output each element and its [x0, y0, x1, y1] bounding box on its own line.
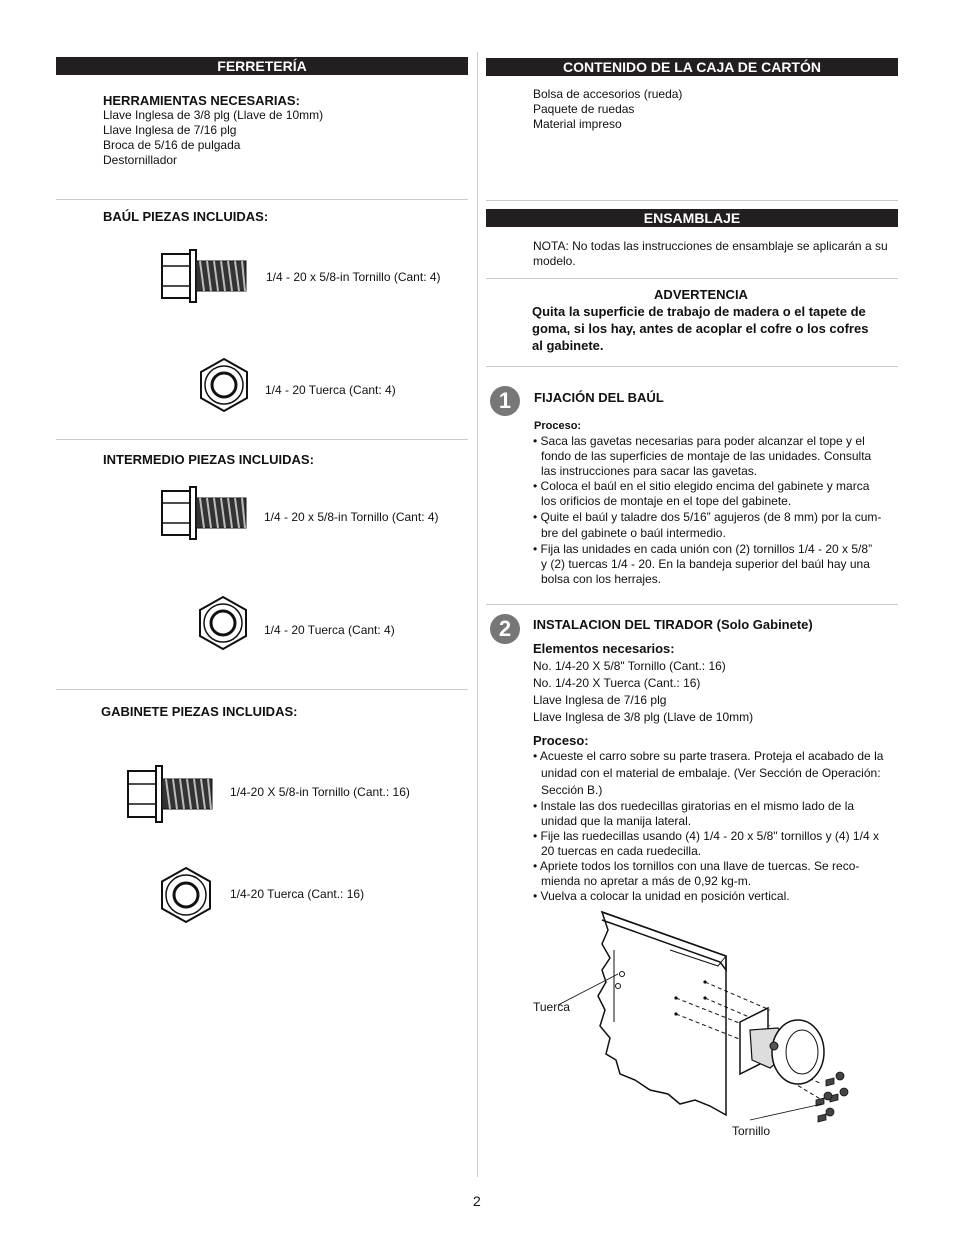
bolt-icon	[160, 485, 250, 541]
step-1-line: y (2) tuercas 1/4 - 20. En la bandeja superior del baúl hay una	[541, 557, 870, 571]
divider	[486, 604, 898, 605]
list-item: Llave Inglesa de 7/16 plg	[533, 693, 667, 707]
list-item: Destornillador	[103, 153, 178, 167]
list-item: Llave Inglesa de 3/8 plg (Llave de 10mm)	[533, 710, 754, 724]
ensamblaje-header: ENSAMBLAJE	[486, 209, 898, 227]
step-2-line: • Apriete todos los tornillos con una llave de tuercas. Se reco-	[533, 859, 860, 873]
step-2-line: • Acueste el carro sobre su parte trasera. Proteja el acabado de la	[533, 749, 884, 763]
list-item: Llave Inglesa de 7/16 plg	[103, 123, 237, 137]
step-2-elementos-label: Elementos necesarios:	[533, 641, 675, 656]
nut-icon	[197, 358, 251, 412]
contenido-header: CONTENIDO DE LA CAJA DE CARTÓN	[486, 58, 898, 76]
contenido-list	[533, 87, 682, 132]
divider	[56, 199, 468, 200]
step-1-title: FIJACIÓN DEL BAÚL	[534, 390, 664, 405]
advertencia-title: ADVERTENCIA	[654, 287, 748, 302]
bolt-icon	[126, 764, 216, 824]
step-2-line: • Vuelva a colocar la unidad en posición vertical.	[533, 889, 790, 903]
advertencia-line: Quita la superficie de trabajo de madera o el tapete de	[532, 304, 866, 319]
step-1-proceso-label: Proceso:	[534, 420, 582, 432]
step-2-line: • Fije las ruedecillas usando (4) 1/4 - 20 x 5/8" tornillos y (4) 1/4 x	[533, 829, 879, 843]
step-2-line: Sección B.)	[541, 783, 603, 797]
advertencia-text	[532, 303, 868, 354]
step-1-line: • Saca las gavetas necesarias para poder alcanzar el tope y el	[533, 434, 865, 448]
baul-nut-label: 1/4 - 20 Tuerca (Cant: 4)	[265, 383, 396, 397]
list-item: No. 1/4-20 X Tuerca (Cant.: 16)	[533, 676, 701, 690]
caster-diagram	[530, 910, 870, 1130]
advertencia-line: al gabinete.	[532, 338, 604, 353]
gabinete-title: GABINETE PIEZAS INCLUIDAS:	[101, 704, 298, 719]
gabinete-bolt-label: 1/4-20 X 5/8-in Tornillo (Cant.: 16)	[230, 785, 410, 799]
step-2-title: INSTALACION DEL TIRADOR (Solo Gabinete)	[533, 617, 813, 632]
divider	[486, 200, 898, 201]
step-2-proceso-label: Proceso:	[533, 733, 589, 748]
advertencia-line: goma, si los hay, antes de acoplar el cofre o los cofres	[532, 321, 869, 336]
divider	[486, 278, 898, 279]
list-item: Llave Inglesa de 3/8 plg (Llave de 10mm)	[103, 108, 324, 122]
step-2-badge: 2	[490, 614, 520, 644]
herramientas-list	[103, 108, 323, 168]
ferreteria-header: FERRETERÍA	[56, 57, 468, 75]
list-item: Bolsa de accesorios (rueda)	[533, 87, 683, 101]
step-1-line: bre del gabinete o baúl intermedio.	[541, 526, 726, 540]
divider	[56, 689, 468, 690]
list-item: Broca de 5/16 de pulgada	[103, 138, 241, 152]
nota-line: NOTA: No todas las instrucciones de ensamblaje se aplicarán a su	[533, 239, 888, 253]
column-divider	[477, 52, 478, 1177]
list-item: Paquete de ruedas	[533, 102, 635, 116]
diagram-label-tuerca: Tuerca	[533, 1000, 570, 1014]
herramientas-title: HERRAMIENTAS NECESARIAS:	[103, 93, 300, 108]
step-1-line: bolsa con los herrajes.	[541, 572, 662, 586]
nota	[533, 239, 913, 269]
diagram-label-tornillo: Tornillo	[732, 1124, 771, 1138]
nota-line: modelo.	[533, 254, 576, 268]
divider	[486, 366, 898, 367]
list-item: No. 1/4-20 X 5/8" Tornillo (Cant.: 16)	[533, 659, 726, 673]
step-1-line: • Coloca el baúl en el sitio elegido encima del gabinete y marca	[533, 479, 870, 493]
step-1-body	[533, 434, 903, 587]
nut-icon	[158, 867, 214, 923]
intermedio-bolt-label: 1/4 - 20 x 5/8-in Tornillo (Cant: 4)	[264, 510, 439, 524]
baul-title: BAÚL PIEZAS INCLUIDAS:	[103, 209, 269, 224]
page-number: 2	[473, 1193, 481, 1209]
step-2-line: 20 tuercas en cada ruedecilla.	[541, 844, 702, 858]
step-2-line: unidad con el material de embalaje. (Ver Sección de Operación:	[541, 766, 881, 780]
step-2-line: unidad que la manija lateral.	[541, 814, 692, 828]
intermedio-title: INTERMEDIO PIEZAS INCLUIDAS:	[103, 452, 314, 467]
baul-bolt-label: 1/4 - 20 x 5/8-in Tornillo (Cant: 4)	[266, 270, 441, 284]
step-1-line: los orificios de montaje en el tope del gabinete.	[541, 494, 792, 508]
intermedio-nut-label: 1/4 - 20 Tuerca (Cant: 4)	[264, 623, 395, 637]
list-item: Material impreso	[533, 117, 622, 131]
step-2-body	[533, 748, 908, 904]
step-2-line: mienda no apretar a más de 0,92 kg-m.	[541, 874, 752, 888]
divider	[56, 439, 468, 440]
step-1-line: fondo de las superficies de montaje de las unidades. Consulta	[541, 449, 872, 463]
nut-icon	[196, 596, 250, 650]
step-1-badge: 1	[490, 386, 520, 416]
step-1-line: • Fija las unidades en cada unión con (2) tornillos 1/4 - 20 x 5/8”	[533, 542, 873, 556]
step-1-line: • Quite el baúl y taladre dos 5/16” agujeros (de 8 mm) por la cum-	[533, 510, 882, 524]
bolt-icon	[160, 248, 250, 304]
step-2-elementos	[533, 658, 753, 726]
gabinete-nut-label: 1/4-20 Tuerca (Cant.: 16)	[230, 887, 365, 901]
step-1-line: las instrucciones para sacar las gavetas.	[541, 464, 758, 478]
step-2-line: • Instale las dos ruedecillas giratorias en el mismo lado de la	[533, 799, 855, 813]
